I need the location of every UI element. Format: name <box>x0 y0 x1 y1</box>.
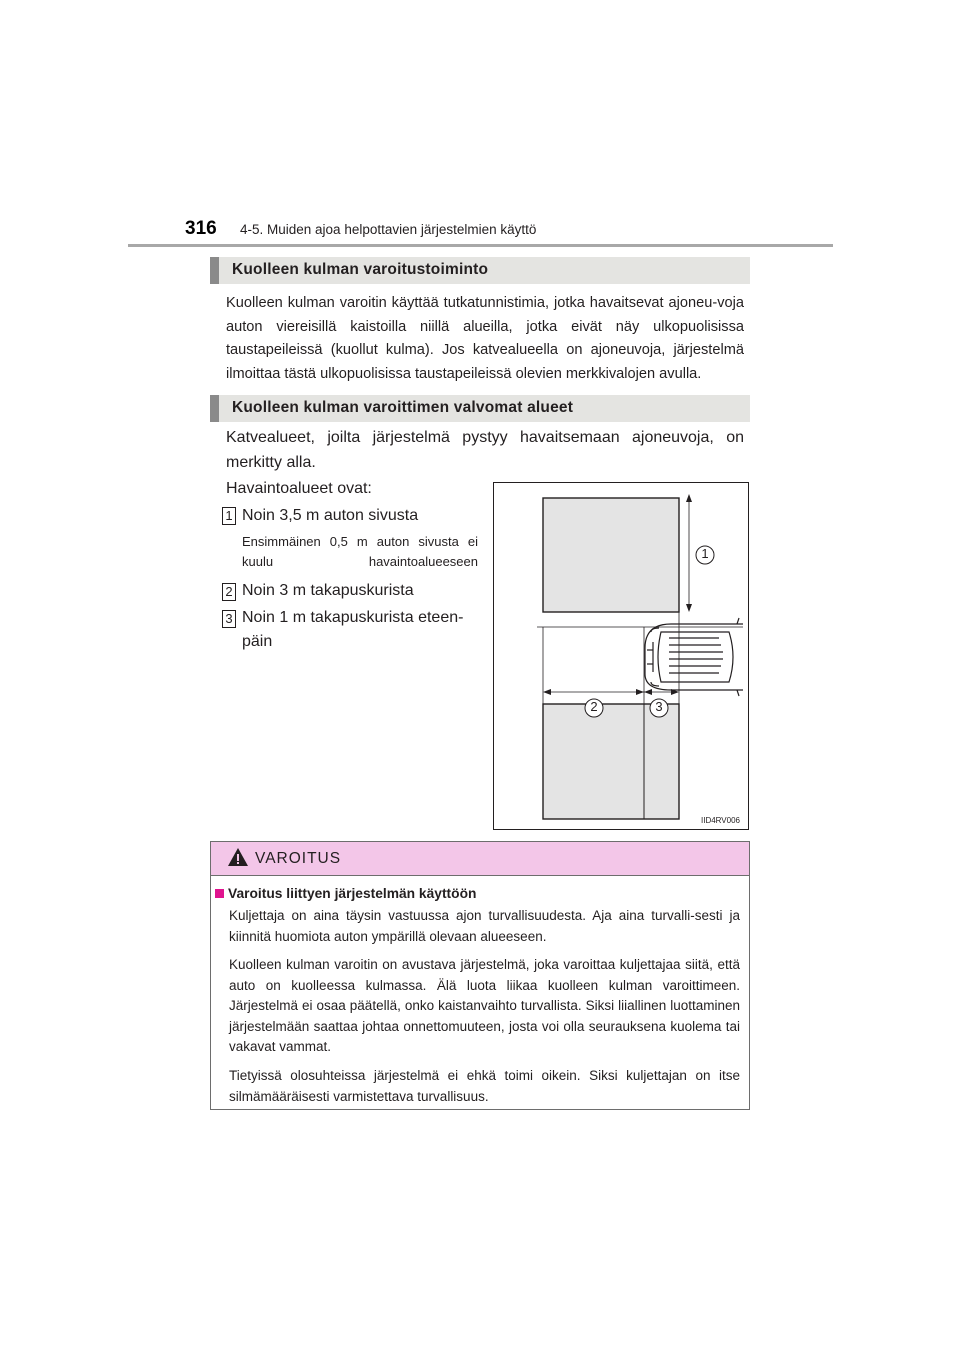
item-number-1: 1 <box>222 507 236 525</box>
side-detection-area <box>543 498 679 612</box>
areas-label: Havaintoalueet ovat: <box>226 480 372 497</box>
warning-paragraph-2: Kuolleen kulman varoitin on avustava järjestelmä, joka varoittaa kuljettajaa siitä, että auto on kuolleessa kulmassa. Älä luota liikaa kuolleen kulman varoittimeen. Järjestelmä ei osaa päätellä, onko kaistanvaihto turvallista. Siksi liiallinen luottaminen järjestelmään saattaa johtaa onnettomuuteen, josta voi olla seurauksena kuolema tai vakavat vammat. <box>229 957 740 1054</box>
area-item-1: Noin 3,5 m auton sivusta <box>242 507 419 524</box>
rear-detection-area <box>543 704 679 819</box>
detection-area-diagram <box>493 482 749 830</box>
item-number-2: 2 <box>222 583 236 601</box>
section-heading-label: Kuolleen kulman varoitustoiminto <box>232 261 489 278</box>
warning-subtitle <box>215 886 476 901</box>
warning-subtitle-text: Varoitus liittyen järjestelmän käyttöön <box>228 886 477 901</box>
monitored-areas-intro: Katvealueet, joilta järjestelmä pystyy havaitsemaan ajoneuvoja, on merkitty alla. <box>226 429 744 471</box>
area-item-3-line2: päin <box>242 633 273 650</box>
warning-title: VAROITUS <box>255 850 342 867</box>
section-heading-label: Kuolleen kulman varoittimen valvomat alueet <box>232 399 574 416</box>
warning-header <box>211 842 749 876</box>
bullet-square-icon <box>215 889 224 898</box>
section-heading-monitored-areas <box>210 395 750 422</box>
area-item-2: Noin 3 m takapuskurista <box>242 582 414 599</box>
warning-paragraph-3: Tietyissä olosuhteissa järjestelmä ei ehkä toimi oikein. Siksi kuljettajan on itse silmämääräisesti varmistettava turvallisuus. <box>229 1068 740 1104</box>
callout-2-label: 2 <box>590 699 598 714</box>
header-divider <box>128 244 833 247</box>
section-heading-blind-spot-function <box>210 257 750 284</box>
area-item-3-text: Noin 1 m takapuskurista eteen- <box>242 609 464 626</box>
page-number: 316 <box>185 218 217 239</box>
area-item-3-line1 <box>242 609 478 627</box>
section-body-text: Kuolleen kulman varoitin käyttää tutkatunnistimia, jotka havaitsevat ajoneu-voja auton viereisillä kaistoilla niillä alueilla, jotka eivät näy ulkopuolisissa taustapeileissä (kuollut kulma). Jos katvealueella on ajoneuvoja, järjestelmä ilmoittaa tästä ulkopuolisissa taustapeileissä olevien merkkivalojen avulla. <box>226 295 744 382</box>
diagram-image-code: IID4RV006 <box>701 816 740 825</box>
item-number-3: 3 <box>222 610 236 628</box>
chapter-title: 4-5. Muiden ajoa helpottavien järjestelmien käyttö <box>240 222 537 237</box>
warning-box <box>210 841 750 1110</box>
warning-triangle-icon <box>227 847 249 867</box>
callout-3-label: 3 <box>655 699 663 714</box>
callout-1-label: 1 <box>701 546 709 561</box>
area-item-1-note: Ensimmäinen 0,5 m auton sivusta ei kuulu havaintoalueeseen <box>242 534 478 569</box>
warning-paragraph-1: Kuljettaja on aina täysin vastuussa ajon turvallisuudesta. Aja aina turvalli-sesti ja kiinnitä huomiota auton ympärillä olevaan alueeseen. <box>229 908 740 944</box>
